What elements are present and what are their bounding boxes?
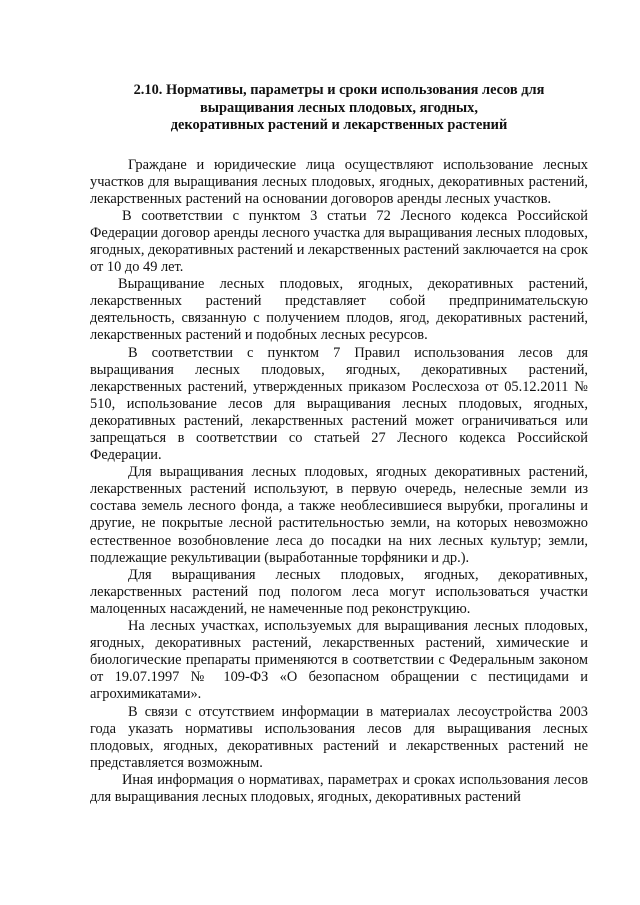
section-heading: [90, 82, 588, 135]
section-heading-line-3: декоративных растений и лекарственных растений: [170, 117, 508, 133]
paragraph-lease-term: В соответствии с пунктом 3 статьи 72 Лесного кодекса Российской Федерации договор аренды лесного участка для выращивания лесных плодовых, ягодных, декоративных растений и лекарственных растений заключается на срок от 10 до 49 лет.: [90, 207, 588, 276]
paragraph-citizens-use: Граждане и юридические лица осуществляют использование лесных участков для выращивания лесных плодовых, ягодных, декоративных растений, лекарственных растений на основании договоров аренды лесных участков.: [90, 156, 588, 207]
paragraph-chemicals: На лесных участках, используемых для выращивания лесных плодовых, ягодных, декоративных растений, лекарственных растений, химические и биологические препараты применяются в соответствии с Федеральным законом от 19.07.1997 № 109-ФЗ «О безопасном обращении с пестицидами и агрохимикатами».: [90, 618, 588, 703]
document-page: [90, 70, 588, 806]
section-heading-line-1: 2.10. Нормативы, параметры и сроки использования лесов для: [133, 82, 545, 98]
paragraph-under-canopy: Для выращивания лесных плодовых, ягодных, декоративных, лекарственных растений под пологом леса могут использоваться участки малоценных насаждений, не намеченные под реконструкцию.: [90, 566, 588, 617]
paragraph-rules-restrictions: В соответствии с пунктом 7 Правил использования лесов для выращивания лесных плодовых, ягодных, декоративных растений, лекарственных растений, утвержденных приказом Рослесхоза от 05.12.2011 № 510, использование лесов для выращивания лесных плодовых, ягодных, декоративных растений, лекарственных растений может ограничиваться или запрещаться в соответствии со статьей 27 Лесного кодекса Российской Федерации.: [90, 344, 588, 464]
paragraph-business-activity: Выращивание лесных плодовых, ягодных, декоративных растений, лекарственных растений представляет собой предпринимательскую деятельность, связанную с получением плодов, ягод, декоративных растений, лекарственных растений и подобных лесных ресурсов.: [90, 276, 588, 344]
paragraph-land-selection: Для выращивания лесных плодовых, ягодных декоративных растений, лекарственных растений используют, в первую очередь, нелесные земли из состава земель лесного фонда, а также необлесившиеся вырубки, прогалины и другие, не покрытые лесной растительностью земли, на которых невозможно естественное возобновление леса до посадки на них лесных культур; земли, подлежащие рекультивации (выработанные торфяники и др.).: [90, 464, 588, 566]
paragraph-no-information: В связи с отсутствием информации в материалах лесоустройства 2003 года указать нормативы использования лесов для выращивания лесных плодовых, ягодных, декоративных растений и лекарственных растений не представляется возможным.: [90, 703, 588, 771]
section-heading-line-2: выращивания лесных плодовых, ягодных,: [200, 99, 478, 116]
paragraph-other-information: Иная информация о нормативах, параметрах и сроках использования лесов для выращивания лесных плодовых, ягодных, декоративных растений: [90, 771, 588, 805]
